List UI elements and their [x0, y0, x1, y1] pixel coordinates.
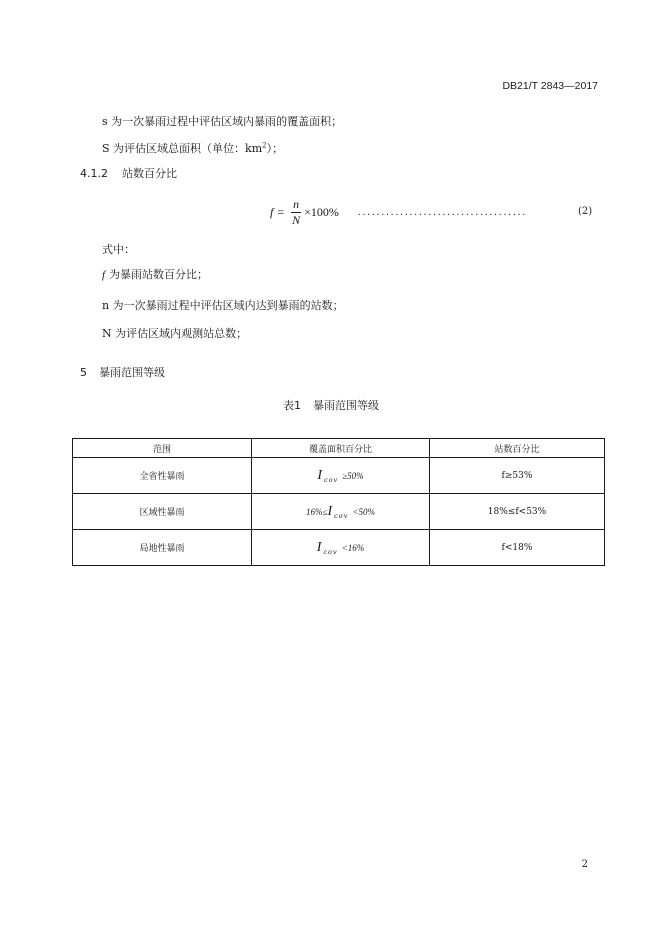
- section-title: 站数百分比: [122, 167, 177, 180]
- superscript-2: 2: [262, 141, 267, 150]
- coverage-condition: ≥50%: [342, 470, 364, 481]
- document-code: DB21/T 2843—2017: [502, 80, 598, 92]
- header-range: 范围: [73, 439, 252, 458]
- definition-f-text: 为暴雨站数百分比；: [109, 268, 209, 281]
- cell-station: 18%≤f<53%: [430, 494, 605, 530]
- definition-n: n 为一次暴雨过程中评估区域内达到暴雨的站数；: [102, 299, 344, 312]
- definition-S-text: S 为评估区域总面积（单位：km: [102, 142, 263, 155]
- equation-number: (2): [578, 206, 593, 217]
- definition-f-symbol: f: [102, 269, 106, 281]
- formula-denominator: N: [292, 212, 301, 227]
- rainstorm-range-table: [72, 438, 605, 566]
- header-station: 站数百分比: [430, 439, 605, 458]
- section-number: 5: [80, 366, 87, 379]
- formula-leader-dots: ....................................: [358, 207, 528, 218]
- table-caption-title: 暴雨范围等级: [313, 399, 379, 412]
- formula-2: [270, 194, 339, 230]
- cell-range: 全省性暴雨: [73, 458, 252, 494]
- definition-S-tail: ）；: [266, 142, 284, 155]
- coverage-condition: <50%: [352, 506, 375, 517]
- formula-fraction: [291, 197, 301, 228]
- section-number: 4.1.2: [80, 167, 108, 180]
- formula-numerator: n: [293, 196, 300, 211]
- formula-equals: =: [277, 204, 285, 219]
- cell-station: f<18%: [430, 530, 605, 566]
- cell-coverage: [252, 530, 430, 566]
- coverage-symbol: I: [316, 539, 322, 555]
- coverage-condition: <16%: [341, 542, 365, 553]
- coverage-symbol: I: [317, 467, 322, 483]
- header-coverage: 覆盖面积百分比: [252, 439, 430, 458]
- where-label: 式中：: [102, 243, 135, 256]
- coverage-prefix: 16%≤: [306, 506, 328, 517]
- coverage-subscript: cov: [334, 511, 349, 520]
- section-title: 暴雨范围等级: [99, 366, 165, 379]
- formula-lhs: f: [270, 204, 274, 219]
- coverage-subscript: cov: [323, 547, 338, 556]
- cell-range: 区域性暴雨: [73, 494, 252, 530]
- coverage-subscript: cov: [324, 475, 339, 484]
- table-row: [73, 494, 605, 530]
- definition-s: s 为一次暴雨过程中评估区域内暴雨的覆盖面积；: [102, 115, 343, 128]
- table-row: [73, 458, 605, 494]
- table-header-row: [73, 439, 605, 458]
- definition-S: [102, 140, 283, 156]
- table-caption: [0, 397, 662, 413]
- definition-N: N 为评估区域内观测站总数；: [102, 327, 248, 340]
- cell-coverage: [252, 458, 430, 494]
- definition-f: [102, 266, 208, 282]
- cell-station: f≥53%: [430, 458, 605, 494]
- section-5-heading: [80, 364, 165, 380]
- section-4-1-2-heading: [80, 165, 177, 181]
- cell-range: 局地性暴雨: [73, 530, 252, 566]
- table-row: [73, 530, 605, 566]
- table-caption-number: 表1: [283, 399, 301, 412]
- cell-coverage: [252, 494, 430, 530]
- page-number: 2: [581, 859, 588, 870]
- formula-times: ×100%: [304, 204, 339, 219]
- coverage-symbol: I: [327, 503, 333, 519]
